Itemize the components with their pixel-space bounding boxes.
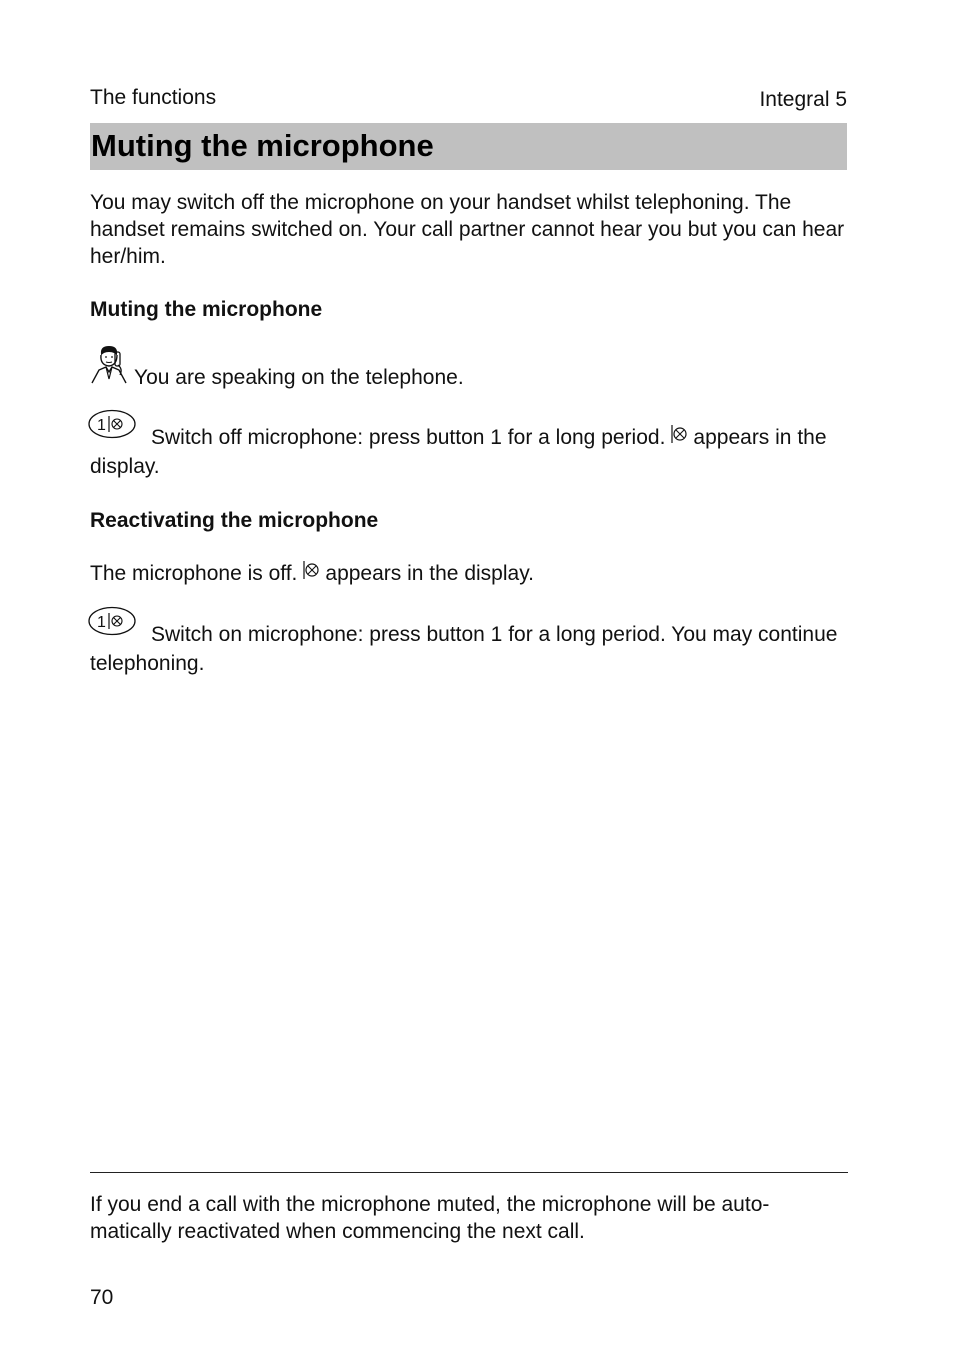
unmute-step-text: Switch on microphone: press button 1 for a long period. You may continue telephoning. [90,623,838,675]
person-on-phone-icon [90,343,130,385]
speaking-text: You are speaking on the telephone. [134,366,464,389]
page-number: 70 [90,1286,114,1309]
intro-paragraph: You may switch off the microphone on your handset whilst telephoning. The handset remains switched on. Your call partner cannot hear you but you can hear her/him. [90,191,845,268]
microphone-status-text: The microphone is off. [90,562,298,585]
unmute-step [90,620,855,678]
mute-step-text: Switch off microphone: press button 1 for a long period. [151,426,666,449]
header-section: The functions [90,86,217,109]
muting-heading: Muting the microphone [90,298,323,321]
mute-step-text-after: appears in the display. [90,426,827,478]
mute-step [90,423,855,481]
note-divider [90,1172,848,1173]
microphone-off-icon [669,423,689,447]
microphone-off-icon [301,559,321,583]
page-title: Muting the microphone [91,128,434,163]
key-1-label: 1 [97,614,106,631]
key-1-label: 1 [97,417,106,434]
title-bar [90,123,847,170]
microphone-status-text-after: appears in the display. [325,562,534,585]
microphone-status-line [90,559,534,586]
reactivating-heading: Reactivating the microphone [90,509,379,532]
footnote: If you end a call with the microphone muted, the microphone will be auto-matically reactivated when commencing the next call. [90,1193,770,1243]
header-product: Integral 5 [759,88,847,111]
